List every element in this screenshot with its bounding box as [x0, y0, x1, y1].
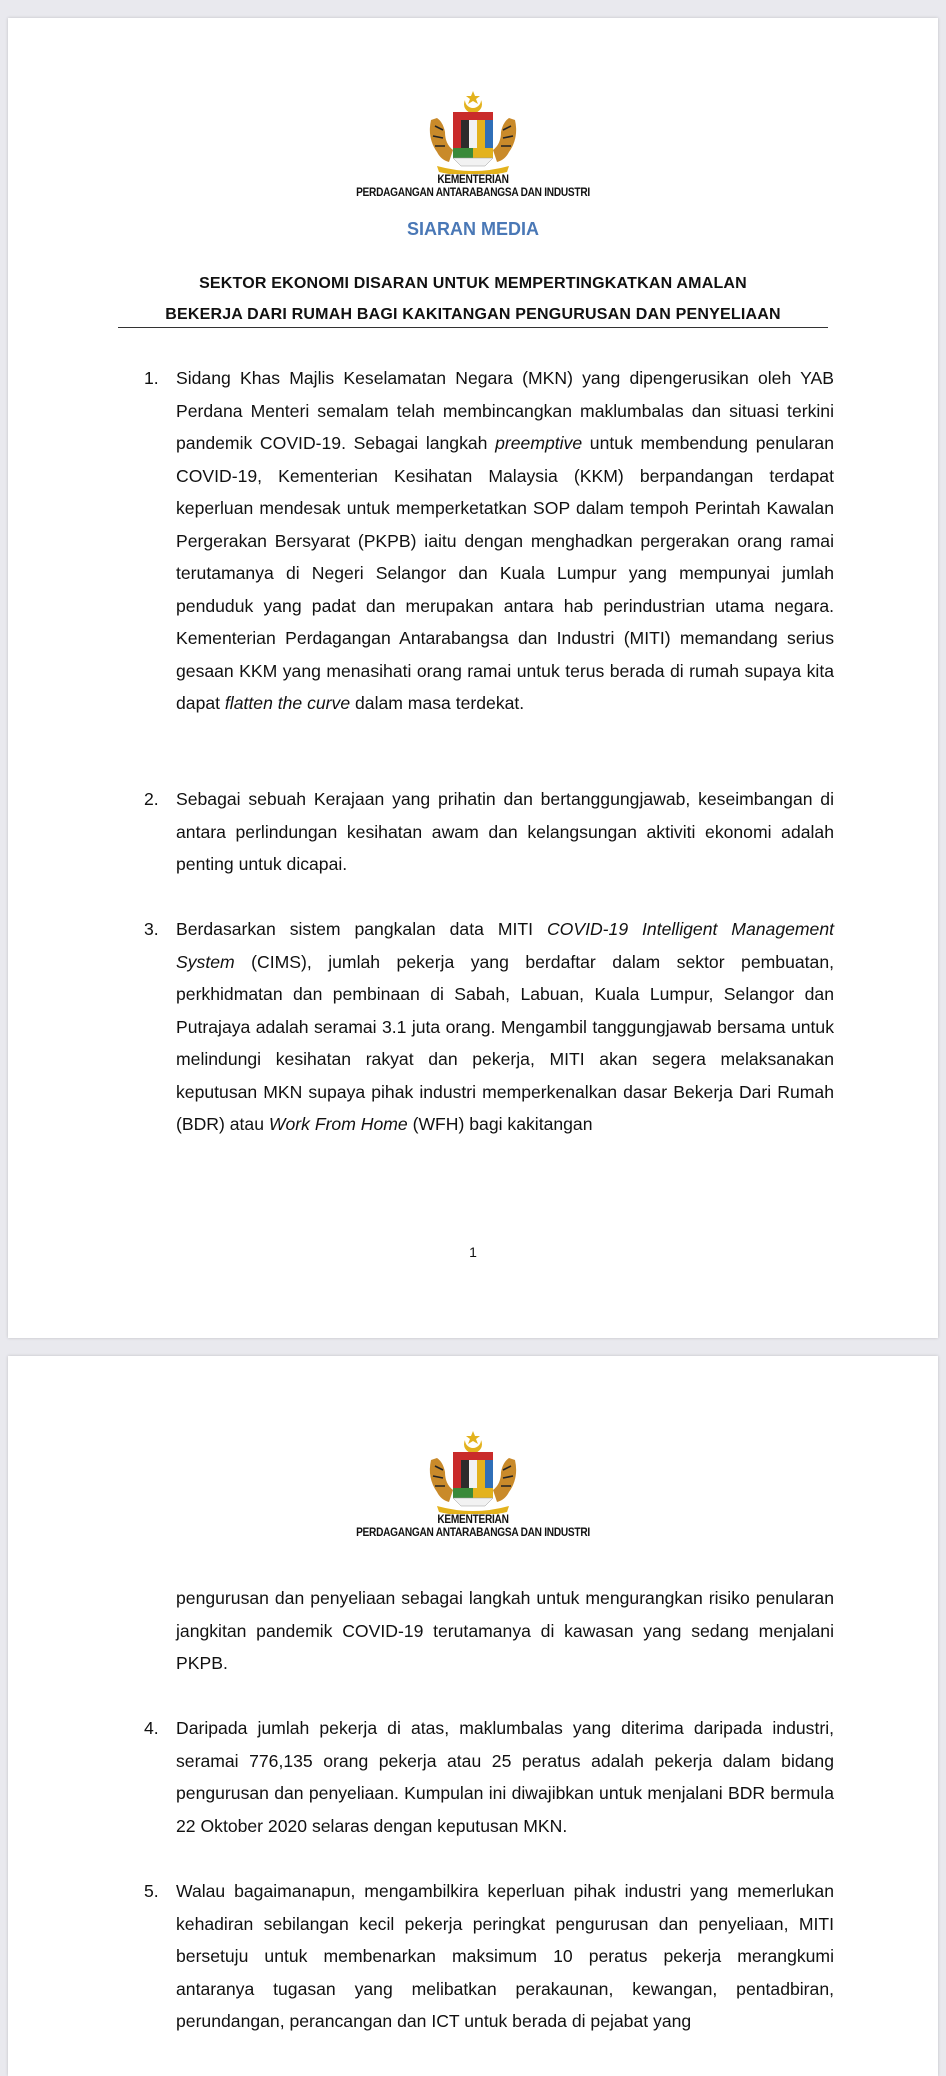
paragraph-3: 3. Berdasarkan sistem pangkalan data MITI COVID-19 Intelligent Management System (CIMS), jumlah pekerja yang berdaftar dalam sektor pembuatan, perkhidmatan dan pembinaan di Sabah, Labuan, Kuala Lumpur, Selangor dan Putrajaya adalah seramai 3.1 juta orang. Mengambil tanggungjawab bersama untuk melindungi kesihatan rakyat dan pekerja, MITI akan segera melaksanakan keputusan MKN supaya pihak industri memperkenalkan dasar Bekerja Dari Rumah (BDR) atau Work From Home (WFH) bagi kakitangan [176, 913, 834, 1141]
ministry-name-line2: PERDAGANGAN ANTARABANGSA DAN INDUSTRI [356, 1527, 590, 1539]
paragraph-number: 1. [144, 368, 159, 388]
ministry-name-line1: KEMENTERIAN [437, 174, 509, 186]
document-page-1 [8, 18, 938, 1338]
title-divider [118, 327, 828, 328]
paragraph-number: 4. [144, 1718, 159, 1738]
malaysia-coat-of-arms-icon [423, 90, 523, 174]
paragraph-2: 2. Sebagai sebuah Kerajaan yang prihatin dan bertanggungjawab, keseimbangan di antara perlindungan kesihatan awam dan kelangsungan aktiviti ekonomi adalah penting untuk dicapai. [176, 783, 834, 881]
paragraph-number: 5. [144, 1881, 159, 1901]
title-line-1: SEKTOR EKONOMI DISARAN UNTUK MEMPERTINGKATKAN AMALAN [199, 275, 747, 292]
paragraph-3-continued: pengurusan dan penyeliaan sebagai langkah untuk mengurangkan risiko penularan jangkitan pandemik COVID-19 terutamanya di kawasan yang sedang menjalani PKPB. [176, 1588, 834, 1673]
paragraph-1: 1. Sidang Khas Majlis Keselamatan Negara (MKN) yang dipengerusikan oleh YAB Perdana Menteri semalam telah membincangkan maklumbalas dan situasi terkini pandemik COVID-19. Sebagai langkah preemptive untuk membendung penularan COVID-19, Kementerian Kesihatan Malaysia (KKM) berpandangan terdapat keperluan mendesak untuk memperketatkan SOP dalam tempoh Perintah Kawalan Pergerakan Bersyarat (PKPB) iaitu dengan menghadkan pergerakan orang ramai terutamanya di Negeri Selangor dan Kuala Lumpur yang mempunyai jumlah penduduk yang padat dan merupakan antara hab perindustrian utama negara. Kementerian Perdagangan Antarabangsa dan Industri (MITI) memandang serius gesaan KKM yang menasihati orang ramai untuk terus berada di rumah supaya kita dapat flatten the curve dalam masa terdekat. [176, 362, 834, 720]
document-page-2 [8, 1356, 938, 2076]
document-type-label: SIARAN MEDIA [406, 219, 539, 239]
malaysia-coat-of-arms-icon [423, 1430, 523, 1514]
ministry-name-line2: PERDAGANGAN ANTARABANGSA DAN INDUSTRI [356, 187, 590, 199]
ministry-header [8, 1430, 938, 1540]
title-line-2: BEKERJA DARI RUMAH BAGI KAKITANGAN PENGURUSAN DAN PENYELIAAN [165, 306, 781, 323]
paragraph-4: 4. Daripada jumlah pekerja di atas, maklumbalas yang diterima daripada industri, seramai 776,135 orang pekerja atau 25 peratus adalah pekerja dalam bidang pengurusan dan penyeliaan. Kumpulan ini diwajibkan untuk menjalani BDR bermula 22 Oktober 2020 selaras dengan keputusan MKN. [176, 1712, 834, 1842]
page-number: 1 [469, 1244, 477, 1260]
paragraph-5: 5. Walau bagaimanapun, mengambilkira keperluan pihak industri yang memerlukan kehadiran sebilangan kecil pekerja peringkat pengurusan dan penyeliaan, MITI bersetuju untuk membenarkan maksimum 10 peratus pekerja merangkumi antaranya tugasan yang melibatkan perakaunan, kewangan, pentadbiran, perundangan, perancangan dan ICT untuk berada di pejabat yang [176, 1875, 834, 2038]
document-title [8, 268, 938, 330]
paragraph-number: 2. [144, 789, 159, 809]
ministry-header [8, 90, 938, 200]
ministry-name-line1: KEMENTERIAN [437, 1514, 509, 1526]
paragraph-number: 3. [144, 919, 159, 939]
